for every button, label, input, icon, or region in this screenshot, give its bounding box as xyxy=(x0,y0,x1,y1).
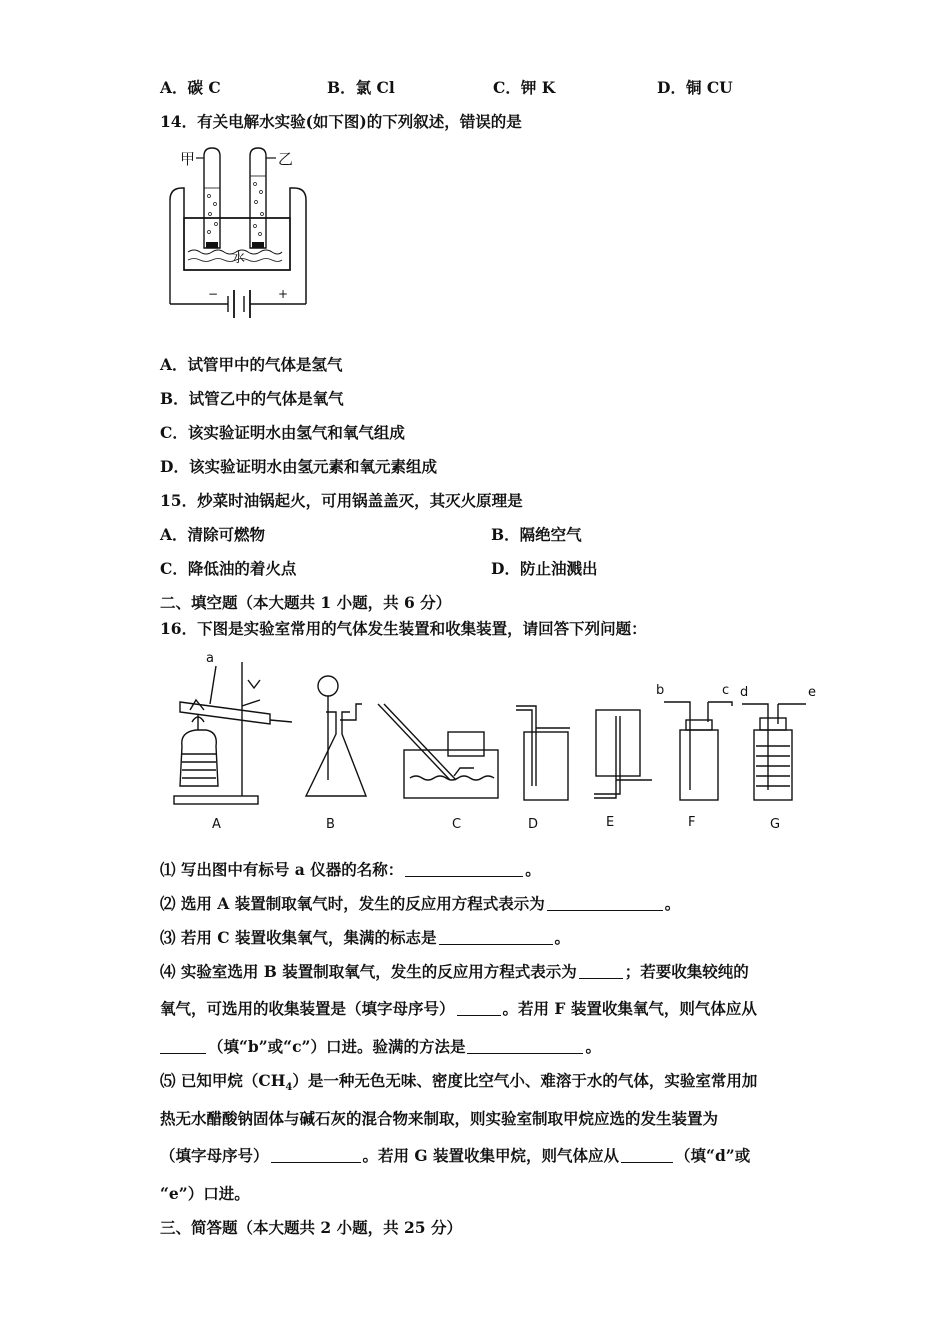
q15-option-d: D．防止油溅出 xyxy=(491,559,598,578)
q16-part-5-line-2: 热无水醋酸钠固体与碱石灰的混合物来制取，则实验室制取甲烷应选的发生装置为 xyxy=(160,1109,719,1128)
apparatus-label-g: G xyxy=(770,817,781,832)
q16-part-4-text-3: 氧气，可选用的收集装置是（填字母序号） xyxy=(160,999,455,1018)
q16-part-5-line-1 xyxy=(160,1071,757,1098)
q16-part-4-text-4: 。若用 F 装置收集氧气，则气体应从 xyxy=(502,999,757,1018)
q15-option-c: C．降低油的着火点 xyxy=(160,559,297,578)
q14-option-c: C．该实验证明水由氢气和氧气组成 xyxy=(160,423,405,442)
q16-part-5-text-5: （填“d”或 xyxy=(675,1146,751,1165)
q15-option-b: B．隔绝空气 xyxy=(491,525,582,544)
label-b: b xyxy=(656,683,665,698)
q16-part-2-blank[interactable] xyxy=(547,896,663,911)
q16-part-5-line-3 xyxy=(160,1146,750,1166)
q16-part-5-blank-generator[interactable] xyxy=(271,1148,361,1163)
apparatus-label-c: C xyxy=(452,817,462,832)
q16-part-3 xyxy=(160,928,570,948)
q16-part-4-text-5: （填“b”或“c”）口进。验满的方法是 xyxy=(208,1037,466,1056)
q16-part-1-blank[interactable] xyxy=(405,862,523,877)
q16-part-5-blank-port[interactable] xyxy=(621,1148,673,1163)
apparatus-label-e: E xyxy=(606,815,615,830)
label-water: 水 xyxy=(232,251,246,266)
q13-option-b: B．氯 Cl xyxy=(327,78,395,97)
q15-stem: 15．炒菜时油锅起火，可用锅盖盖灭，其灭火原理是 xyxy=(160,491,523,510)
q16-part-4-text-2: ；若要收集较纯的 xyxy=(624,962,749,981)
q16-part-3-end: 。 xyxy=(554,928,571,947)
q16-part-4-line-2 xyxy=(160,999,757,1019)
q16-part-5-subscript: 4 xyxy=(285,1082,293,1094)
q16-part-5-text-3: （填字母序号） xyxy=(160,1146,269,1165)
label-a: a xyxy=(206,651,214,666)
q14-stem: 14．有关电解水实验(如下图)的下列叙述，错误的是 xyxy=(160,112,522,131)
section-3-title: 三、简答题（本大题共 2 小题，共 25 分） xyxy=(160,1218,462,1237)
label-plus: + xyxy=(278,287,289,301)
label-minus: − xyxy=(208,287,219,301)
q13-option-a: A．碳 C xyxy=(160,78,221,97)
q16-stem: 16．下图是实验室常用的气体发生装置和收集装置，请回答下列问题： xyxy=(160,619,647,638)
label-d: d xyxy=(740,685,749,700)
apparatus-label-f: F xyxy=(688,815,696,830)
q16-part-4-text-1: ⑷ 实验室选用 B 装置制取氧气，发生的反应用方程式表示为 xyxy=(160,962,577,981)
q16-part-3-text: ⑶ 若用 C 装置收集氧气，集满的标志是 xyxy=(160,928,437,947)
q16-part-1 xyxy=(160,860,541,880)
q16-part-3-blank[interactable] xyxy=(439,930,553,945)
q16-part-2-text: ⑵ 选用 A 装置制取氧气时，发生的反应用方程式表示为 xyxy=(160,894,545,913)
label-c: c xyxy=(722,683,730,698)
q16-part-4-blank-equation[interactable] xyxy=(579,964,623,979)
section-2-title: 二、填空题（本大题共 1 小题，共 6 分） xyxy=(160,593,452,612)
electrolysis-figure xyxy=(160,140,320,330)
q16-part-4-blank-check[interactable] xyxy=(467,1039,583,1054)
q16-part-4-blank-port[interactable] xyxy=(160,1039,206,1054)
apparatus-label-b: B xyxy=(326,817,335,832)
q14-option-a: A．试管甲中的气体是氢气 xyxy=(160,355,343,374)
q16-part-2 xyxy=(160,894,680,914)
q16-part-2-end: 。 xyxy=(664,894,681,913)
q14-option-b: B．试管乙中的气体是氧气 xyxy=(160,389,344,408)
apparatus-label-a: A xyxy=(212,817,221,832)
q16-part-5-text-1: ⑸ 已知甲烷（CH xyxy=(160,1071,286,1090)
label-jia: 甲 xyxy=(180,150,196,168)
q16-part-4-line-3 xyxy=(160,1037,601,1057)
q16-part-5-line-4: “e”）口进。 xyxy=(160,1184,250,1203)
q16-part-4-text-6: 。 xyxy=(585,1037,601,1056)
q16-part-5-text-4: 。若用 G 装置收集甲烷，则气体应从 xyxy=(362,1146,620,1165)
q14-option-d: D．该实验证明水由氢元素和氧元素组成 xyxy=(160,457,437,476)
label-e: e xyxy=(808,685,816,700)
apparatus-label-d: D xyxy=(528,817,539,832)
q13-option-d: D．铜 CU xyxy=(657,78,733,97)
q16-part-1-end: 。 xyxy=(525,860,541,879)
q15-option-a: A．清除可燃物 xyxy=(160,525,266,544)
q16-part-4-line-1 xyxy=(160,962,749,982)
label-yi: 乙 xyxy=(278,150,294,168)
q13-option-c: C．钾 K xyxy=(493,78,556,97)
q16-part-4-blank-collector[interactable] xyxy=(457,1001,501,1016)
q16-part-5-text-2: ）是一种无色无味、密度比空气小、难溶于水的气体，实验室常用加 xyxy=(292,1071,758,1090)
apparatus-figure xyxy=(160,650,820,840)
q16-part-1-text: ⑴ 写出图中有标号 a 仪器的名称： xyxy=(160,860,404,879)
